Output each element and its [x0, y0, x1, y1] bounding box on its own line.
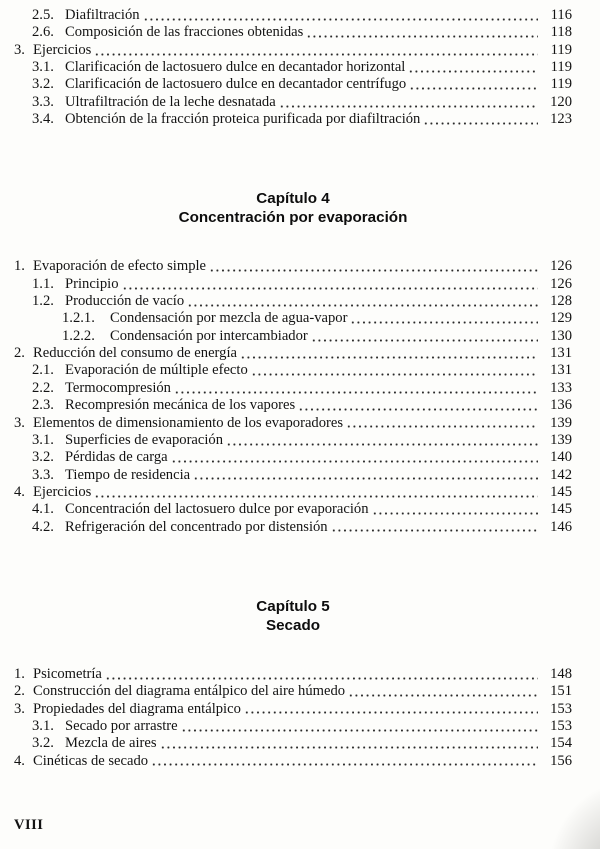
entry-title: Ultrafiltración de la leche desnatada [65, 93, 276, 110]
entry-title: Diafiltración [65, 7, 140, 23]
entry-title: Reducción del consumo de energía [33, 345, 237, 362]
entry-page: 119 [550, 76, 572, 93]
entry-page: 153 [550, 700, 572, 717]
toc-entry [14, 7, 572, 24]
entry-number: 3.4. [32, 111, 54, 128]
toc-entry [14, 484, 572, 501]
entry-title: Evaporación de efecto simple [33, 258, 207, 275]
entry-title: Pérdidas de carga [65, 449, 168, 466]
entry-number: 4.2. [32, 518, 54, 535]
entry-title: Psicometría [33, 665, 102, 682]
entry-number: 4.1. [32, 501, 54, 518]
toc-entry [14, 310, 572, 327]
toc-entry [14, 467, 572, 484]
entry-page: 129 [550, 310, 572, 327]
entry-page: 123 [550, 111, 572, 128]
entry-page: 148 [550, 665, 572, 682]
toc-entry [14, 519, 572, 536]
entry-title: Superficies de evaporación [65, 431, 224, 448]
entry-number: 2.5. [32, 7, 54, 23]
toc-entry [14, 345, 572, 362]
page-number-label: VIII [14, 817, 44, 833]
entry-number: 3.1. [32, 59, 54, 76]
toc-content [14, 7, 572, 770]
entry-title: Condensación por mezcla de agua-vapor [110, 310, 348, 327]
dot-leader [331, 529, 538, 532]
chapter-number: Capítulo 5 [256, 597, 330, 615]
entry-number: 3. [14, 700, 25, 717]
dot-leader [94, 53, 538, 56]
dot-leader [226, 443, 538, 446]
dot-leader [279, 105, 538, 108]
dot-leader [174, 391, 538, 394]
toc-entry [14, 362, 572, 379]
entry-title: Producción de vacío [65, 293, 185, 310]
dot-leader [122, 287, 538, 290]
entry-page: 136 [550, 397, 572, 414]
entry-number: 2.1. [32, 362, 54, 379]
chapter-title: Concentración por evaporación [178, 209, 408, 227]
entry-number: 1.1. [32, 275, 54, 292]
entry-title: Evaporación de múltiple efecto [65, 362, 248, 379]
entry-number: 2.6. [32, 24, 54, 41]
entry-page: 154 [550, 735, 572, 752]
chapter-heading [14, 597, 572, 635]
toc-block [14, 7, 572, 128]
entry-title: Construcción del diagrama entálpico del aire húmedo [33, 683, 346, 700]
dot-leader [193, 477, 538, 480]
entry-title: Principio [65, 275, 119, 292]
entry-page: 146 [550, 518, 572, 535]
toc-entry [14, 276, 572, 293]
entry-page: 131 [550, 362, 572, 379]
entry-page: 151 [550, 683, 572, 700]
entry-number: 3.3. [32, 466, 54, 483]
entry-number: 3.3. [32, 93, 54, 110]
toc-entry [14, 397, 572, 414]
entry-number: 4. [14, 752, 25, 769]
dot-leader [423, 122, 538, 125]
toc-entry [14, 76, 572, 93]
entry-number: 3. [14, 414, 25, 431]
dot-leader [209, 269, 538, 272]
dot-leader [240, 356, 538, 359]
entry-page: 156 [550, 752, 572, 769]
entry-title: Clarificación de lactosuero dulce en decantador horizontal [65, 59, 406, 76]
entry-page: 126 [550, 258, 572, 275]
toc-entry [14, 42, 572, 59]
entry-title: Obtención de la fracción proteica purificada por diafiltración [65, 111, 421, 128]
entry-title: Refrigeración del concentrado por distensión [65, 518, 328, 535]
entry-title: Concentración del lactosuero dulce por evaporación [65, 501, 369, 518]
chapter-number: Capítulo 4 [256, 190, 330, 208]
dot-leader [187, 304, 538, 307]
dot-leader [409, 87, 538, 90]
entry-page: 130 [550, 327, 572, 344]
toc-entry [14, 753, 572, 770]
entry-number: 1.2. [32, 293, 54, 310]
entry-page: 140 [550, 449, 572, 466]
entry-title: Termocompresión [65, 379, 171, 396]
entry-title: Elementos de dimensionamiento de los evaporadores [33, 414, 344, 431]
entry-number: 4. [14, 483, 25, 500]
toc-entry [14, 683, 572, 700]
entry-number: 3.2. [32, 76, 54, 93]
dot-leader [151, 763, 538, 766]
dot-leader [244, 711, 538, 714]
toc-entry [14, 701, 572, 718]
entry-page: 145 [550, 501, 572, 518]
entry-title: Tiempo de residencia [65, 466, 191, 483]
entry-title: Recompresión mecánica de los vapores [65, 397, 296, 414]
entry-page: 153 [550, 717, 572, 734]
entry-page: 126 [550, 275, 572, 292]
toc-block [14, 258, 572, 536]
dot-leader [105, 677, 538, 680]
entry-page: 128 [550, 293, 572, 310]
entry-number: 2.2. [32, 379, 54, 396]
dot-leader [171, 460, 538, 463]
entry-page: 139 [550, 431, 572, 448]
toc-block [14, 666, 572, 770]
entry-page: 116 [550, 7, 572, 23]
toc-entry [14, 24, 572, 41]
entry-page: 139 [550, 414, 572, 431]
dot-leader [372, 512, 538, 515]
entry-page: 131 [550, 345, 572, 362]
dot-leader [306, 35, 538, 38]
entry-number: 2. [14, 683, 25, 700]
entry-title: Clarificación de lactosuero dulce en decantador centrífugo [65, 76, 407, 93]
dot-leader [408, 70, 538, 73]
entry-number: 1.2.2. [62, 327, 95, 344]
entry-number: 1.2.1. [62, 310, 95, 327]
dot-leader [311, 339, 538, 342]
entry-page: 133 [550, 379, 572, 396]
entry-page: 120 [550, 93, 572, 110]
toc-entry [14, 432, 572, 449]
toc-entry [14, 501, 572, 518]
entry-title: Ejercicios [33, 483, 92, 500]
entry-title: Ejercicios [33, 41, 92, 58]
entry-number: 1. [14, 258, 25, 275]
scan-artifact [536, 769, 600, 849]
chapter-heading [14, 189, 572, 227]
entry-page: 145 [550, 483, 572, 500]
toc-entry [14, 415, 572, 432]
entry-number: 3. [14, 41, 25, 58]
entry-page: 118 [550, 24, 572, 41]
entry-title: Composición de las fracciones obtenidas [65, 24, 304, 41]
toc-entry [14, 380, 572, 397]
dot-leader [298, 408, 538, 411]
dot-leader [160, 746, 538, 749]
entry-title: Cinéticas de secado [33, 752, 149, 769]
toc-entry [14, 94, 572, 111]
entry-title: Secado por arrastre [65, 717, 178, 734]
entry-number: 2. [14, 345, 25, 362]
entry-number: 3.1. [32, 717, 54, 734]
entry-number: 3.2. [32, 735, 54, 752]
entry-number: 3.2. [32, 449, 54, 466]
toc-entry [14, 59, 572, 76]
dot-leader [350, 321, 538, 324]
chapter-title: Secado [265, 616, 321, 634]
toc-entry [14, 735, 572, 752]
dot-leader [348, 694, 538, 697]
dot-leader [346, 425, 538, 428]
dot-leader [143, 18, 538, 21]
toc-entry [14, 258, 572, 275]
toc-entry [14, 328, 572, 345]
toc-entry [14, 293, 572, 310]
entry-number: 1. [14, 665, 25, 682]
entry-title: Mezcla de aires [65, 735, 157, 752]
entry-page: 119 [550, 41, 572, 58]
entry-page: 142 [550, 466, 572, 483]
entry-page: 119 [550, 59, 572, 76]
toc-entry [14, 666, 572, 683]
entry-number: 2.3. [32, 397, 54, 414]
dot-leader [94, 495, 538, 498]
dot-leader [181, 729, 538, 732]
entry-title: Propiedades del diagrama entálpico [33, 700, 241, 717]
toc-entry [14, 449, 572, 466]
entry-number: 3.1. [32, 431, 54, 448]
toc-entry [14, 111, 572, 128]
toc-entry [14, 718, 572, 735]
entry-title: Condensación por intercambiador [110, 327, 308, 344]
dot-leader [251, 373, 538, 376]
